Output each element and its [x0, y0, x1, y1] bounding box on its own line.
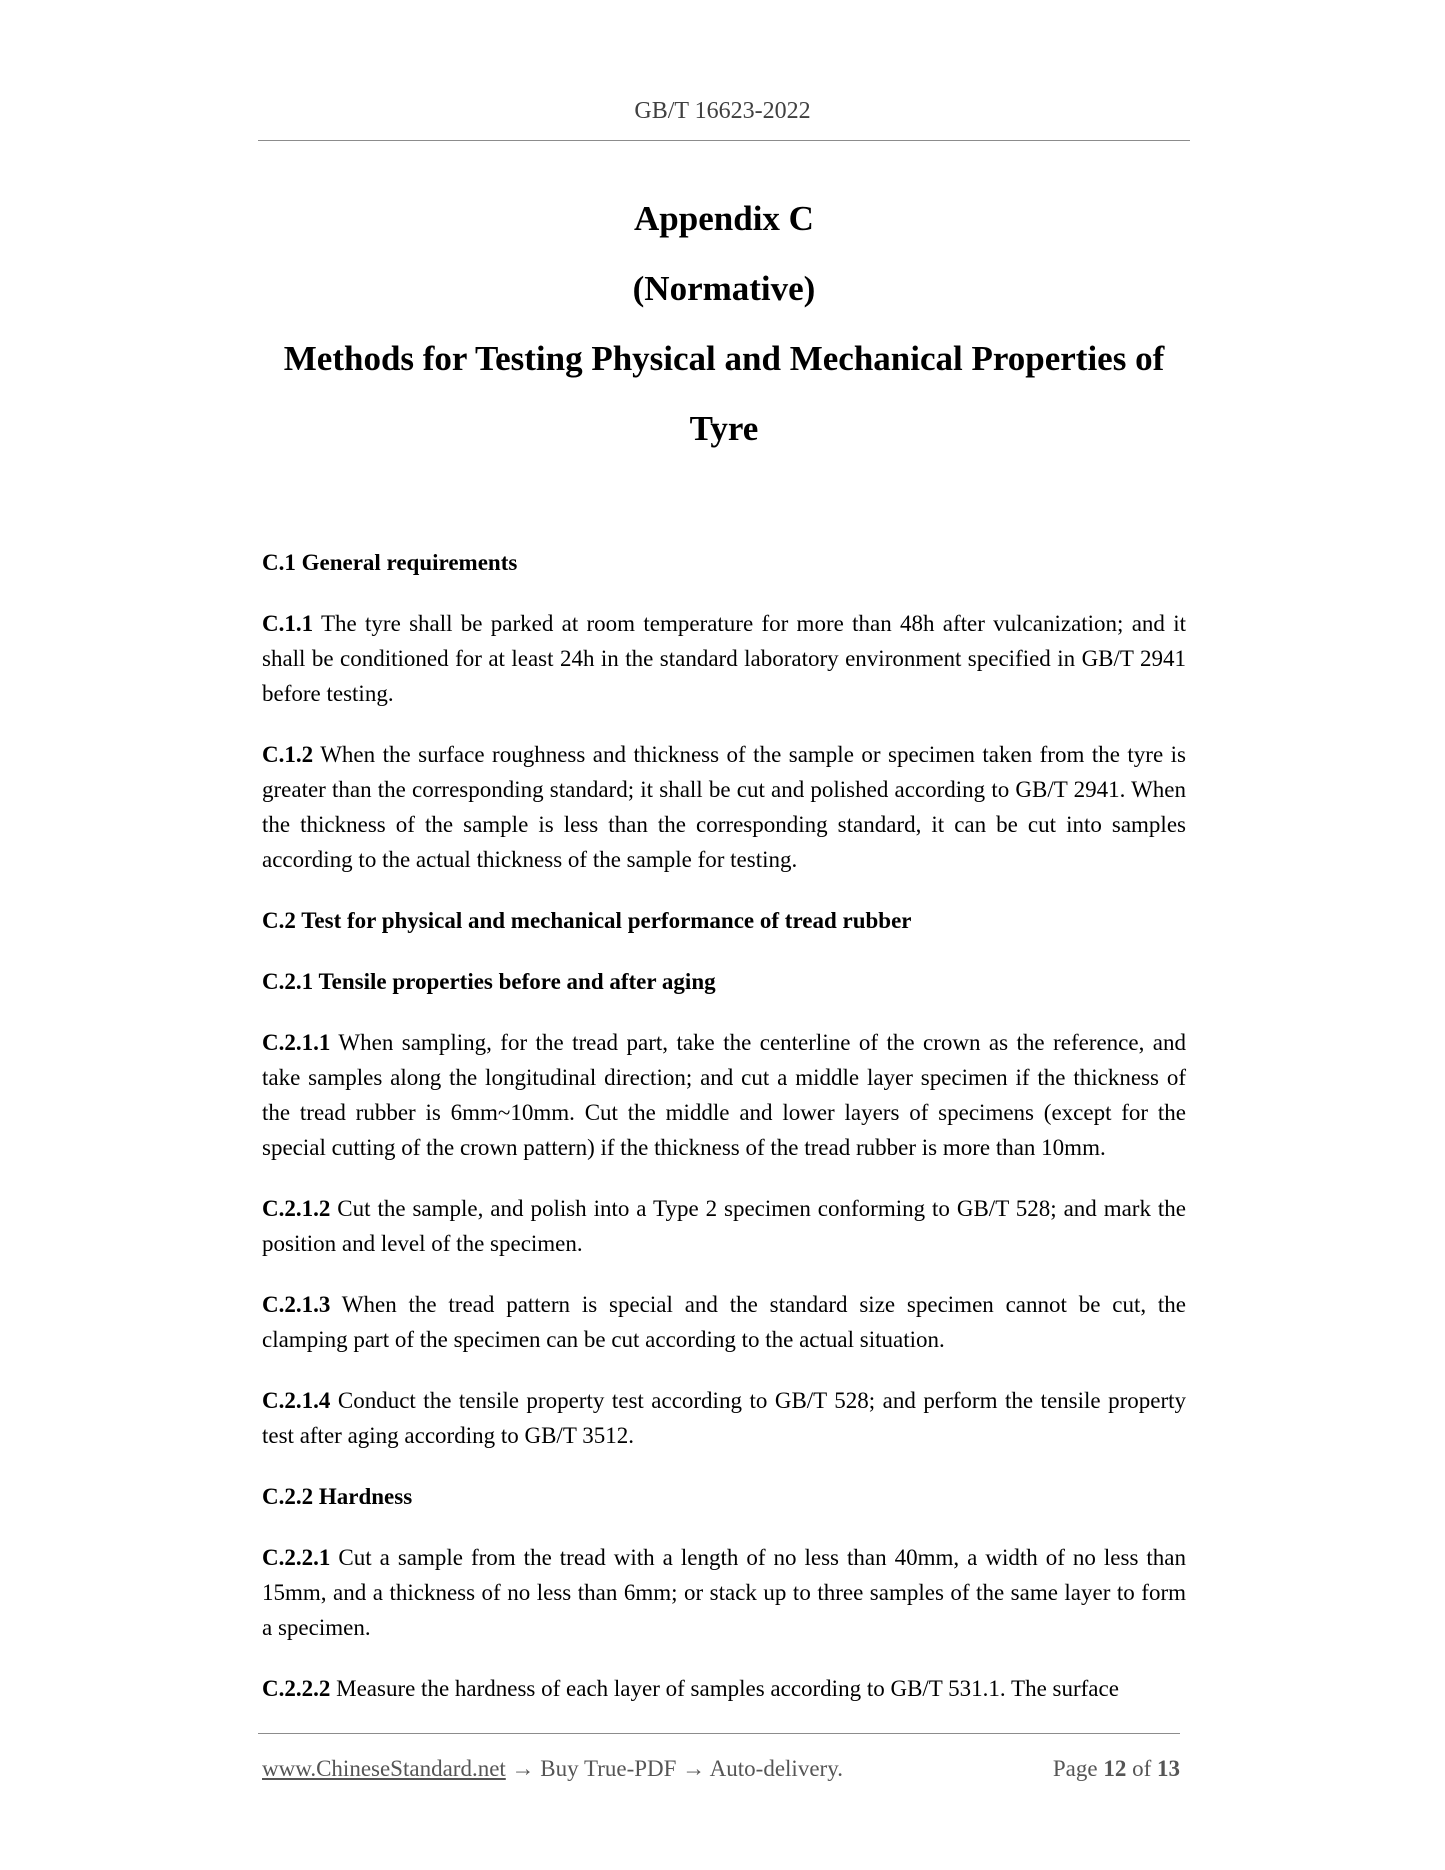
clause-c2-1-3: [262, 1287, 1186, 1357]
clause-c1-1: [262, 606, 1186, 711]
auto-delivery-text: Auto-delivery.: [709, 1756, 843, 1781]
appendix-subject-line-2: Tyre: [689, 409, 759, 448]
clause-c1-2: [262, 737, 1186, 877]
clause-text: Cut the sample, and polish into a Type 2 specimen conforming to GB/T 528; and mark the position and level of the specimen.: [262, 1196, 1186, 1256]
document-body: [262, 545, 1186, 1732]
clause-number: C.2.1.1: [262, 1030, 331, 1055]
clause-text: When the tread pattern is special and the standard size specimen cannot be cut, the clamping part of the specimen can be cut according to the actual situation.: [262, 1292, 1186, 1352]
arrow-right-icon: →: [505, 1756, 541, 1781]
section-heading-c1: C.1 General requirements: [262, 550, 518, 575]
clause-number: C.2.1.3: [262, 1292, 331, 1317]
clause-number: C.2.2.2: [262, 1676, 331, 1701]
footer-promo: [262, 1752, 843, 1786]
clause-number: C.1.1: [262, 611, 314, 636]
running-header-standard-code: GB/T 16623-2022: [634, 98, 811, 124]
clause-c2-2-2: [262, 1671, 1186, 1706]
clause-number: C.2.1.4: [262, 1388, 331, 1413]
clause-text: The tyre shall be parked at room temperature for more than 48h after vulcanization; and it shall be conditioned for at least 24h in the standard laboratory environment specified in GB/T 2941 before testing.: [262, 611, 1186, 706]
appendix-status: (Normative): [632, 269, 816, 308]
clause-text: Conduct the tensile property test according to GB/T 528; and perform the tensile property test after aging according to GB/T 3512.: [262, 1388, 1186, 1448]
subsection-heading-c2-2: C.2.2 Hardness: [262, 1484, 413, 1509]
clause-text: Measure the hardness of each layer of samples according to GB/T 531.1. The surface: [330, 1676, 1119, 1701]
clause-text: When the surface roughness and thickness of the sample or specimen taken from the tyre is greater than the corresponding standard; it shall be cut and polished according to GB/T 2941. When the thickness of the sample is less than the corresponding standard, it can be cut into samples according to the actual thickness of the sample for testing.: [262, 742, 1186, 872]
clause-c2-1-4: [262, 1383, 1186, 1453]
section-heading-c2: C.2 Test for physical and mechanical performance of tread rubber: [262, 908, 912, 933]
clause-number: C.1.2: [262, 742, 314, 767]
header-divider: [258, 140, 1190, 141]
clause-text: When sampling, for the tread part, take the centerline of the crown as the reference, and take samples along the longitudinal direction; and cut a middle layer specimen if the thickness of the tread rubber is 6mm~10mm. Cut the middle and lower layers of specimens (except for the special cutting of the crown pattern) if the thickness of the tread rubber is more than 10mm.: [262, 1030, 1186, 1160]
page-footer: [262, 1752, 1180, 1786]
subsection-heading-c2-1: C.2.1 Tensile properties before and after aging: [262, 969, 716, 994]
footer-divider: [258, 1733, 1180, 1734]
clause-c2-2-1: [262, 1540, 1186, 1645]
page-label: Page: [1052, 1756, 1104, 1781]
page-indicator: [1053, 1752, 1180, 1786]
page-of-label: of: [1126, 1756, 1157, 1781]
total-page-number: 13: [1157, 1756, 1180, 1781]
arrow-right-icon: →: [676, 1756, 710, 1781]
buy-pdf-text: Buy True-PDF: [540, 1756, 677, 1781]
appendix-title-block: [258, 184, 1190, 464]
clause-text: Cut a sample from the tread with a length of no less than 40mm, a width of no less than 15mm, and a thickness of no less than 6mm; or stack up to three samples of the same layer to form a specimen.: [262, 1545, 1186, 1640]
current-page-number: 12: [1103, 1756, 1127, 1781]
clause-c2-1-2: [262, 1191, 1186, 1261]
clause-number: C.2.1.2: [262, 1196, 331, 1221]
appendix-title: Appendix C: [634, 199, 814, 238]
site-link[interactable]: www.ChineseStandard.net: [262, 1756, 506, 1781]
appendix-subject-line-1: Methods for Testing Physical and Mechanical Properties of: [283, 339, 1165, 378]
clause-c2-1-1: [262, 1025, 1186, 1165]
clause-number: C.2.2.1: [262, 1545, 331, 1570]
